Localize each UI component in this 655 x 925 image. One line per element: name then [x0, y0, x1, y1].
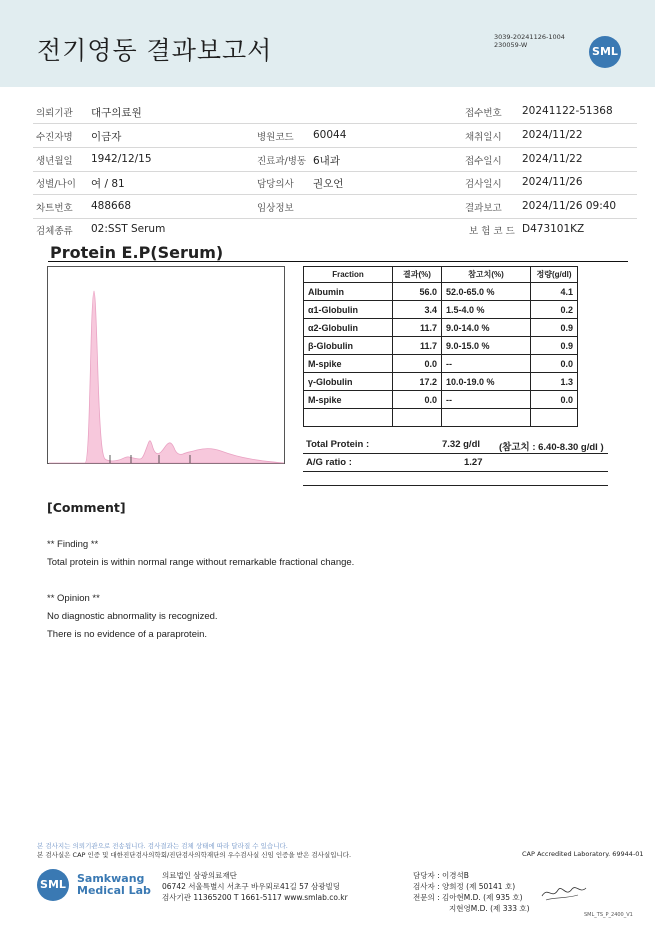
fraction-concentration: 0.2 [531, 301, 578, 319]
fraction-concentration [531, 409, 578, 427]
fraction-reference: -- [442, 391, 531, 409]
opinion-heading: ** Opinion ** [47, 593, 100, 604]
info-value: 2024/11/22 [522, 129, 583, 141]
staff-line-2: 검사자 : 양희정 (제 50141 호) [413, 882, 516, 891]
info-label: 진료과/병동 [257, 156, 307, 167]
cap-accreditation: CAP Accredited Laboratory. 69944-01 [522, 850, 644, 858]
info-label: 검체종류 [36, 226, 73, 237]
info-label: 채취일시 [465, 132, 502, 143]
info-label: 담당의사 [257, 179, 294, 190]
info-label: 접수번호 [465, 108, 502, 119]
fraction-name: Albumin [304, 283, 393, 301]
comment-heading: [Comment] [47, 500, 126, 515]
fraction-concentration: 0.0 [531, 355, 578, 373]
fraction-reference: 9.0-15.0 % [442, 337, 531, 355]
info-value: 이금자 [91, 131, 122, 143]
section-divider [48, 261, 628, 262]
total-protein-value: 7.32 g/dl [442, 439, 481, 450]
finding-text: Total protein is within normal range without remarkable fractional change. [47, 557, 355, 568]
info-value: 여 / 81 [91, 178, 125, 190]
report-title: 전기영동 결과보고서 [37, 36, 273, 65]
info-value: 2024/11/22 [522, 153, 583, 165]
col-header: 참고치(%) [442, 267, 531, 283]
finding-heading: ** Finding ** [47, 539, 99, 550]
total-protein-row [303, 436, 608, 454]
fraction-result: 11.7 [393, 319, 442, 337]
ag-ratio-row [303, 454, 608, 472]
footer-address [162, 870, 348, 903]
fraction-result: 3.4 [393, 301, 442, 319]
total-protein-label: Total Protein : [306, 439, 370, 450]
info-value: 권오언 [313, 178, 344, 190]
fraction-result: 17.2 [393, 373, 442, 391]
table-row [304, 391, 578, 409]
fraction-name: α1-Globulin [304, 301, 393, 319]
info-row-5 [33, 195, 637, 219]
info-value: 2024/11/26 [522, 176, 583, 188]
info-row-4 [33, 171, 637, 195]
trace-frame [48, 267, 285, 464]
info-value: 60044 [313, 129, 347, 141]
info-value: 488668 [91, 200, 132, 212]
table-row [304, 337, 578, 355]
electrophoresis-trace [47, 266, 285, 464]
report-header [0, 0, 655, 87]
footer-note-2: 본 검사실은 CAP 인증 및 대한진단검사의학회/진단검사의학재단의 우수검사실 신임 인증을 받은 검사실입니다. [37, 851, 352, 859]
footer-note-1: 본 검사지는 의뢰기관으로 전송됩니다. 검사결과는 검체 상태에 따라 달라질 수 있습니다. [37, 842, 288, 850]
staff-line-1: 담당자 : 이경석B [413, 871, 469, 880]
brand-line-2: Medical Lab [77, 884, 151, 897]
info-row-1 [33, 100, 637, 124]
footer-staff [413, 870, 530, 914]
section-title: Protein E.P(Serum) [50, 243, 224, 262]
info-row-3 [33, 148, 637, 172]
table-row [304, 301, 578, 319]
table-row [304, 283, 578, 301]
info-value: D473101KZ [522, 223, 585, 235]
staff-line-3: 전문의 : 김아현M.D. (제 935 호) [413, 893, 523, 902]
fraction-concentration: 0.0 [531, 391, 578, 409]
info-label: 성별/나이 [36, 179, 76, 190]
fraction-table [303, 266, 578, 427]
info-label: 수진자명 [36, 132, 73, 143]
info-label: 생년월일 [36, 156, 73, 167]
sml-logo: SML [589, 36, 621, 68]
info-label: 임상정보 [257, 203, 294, 214]
totals-block [303, 436, 608, 472]
table-row [304, 373, 578, 391]
fraction-concentration: 0.9 [531, 319, 578, 337]
info-label: 접수일시 [465, 156, 502, 167]
info-value: 20241122-51368 [522, 105, 613, 117]
info-value: 2024/11/26 09:40 [522, 200, 617, 212]
col-header: 정량(g/dl) [531, 267, 578, 283]
info-row-6 [33, 218, 637, 241]
footer-brand [77, 873, 151, 897]
report-code-1: 3039-20241126-1004 [494, 33, 565, 41]
fraction-name: β-Globulin [304, 337, 393, 355]
table-row [304, 409, 578, 427]
info-label: 검사일시 [465, 179, 502, 190]
col-header: 결과(%) [393, 267, 442, 283]
fraction-reference: 1.5-4.0 % [442, 301, 531, 319]
info-label: 보 험 코 드 [469, 226, 515, 237]
fraction-name: M-spike [304, 391, 393, 409]
info-label: 의뢰기관 [36, 108, 73, 119]
info-value: 02:SST Serum [91, 223, 166, 235]
fraction-reference [442, 409, 531, 427]
totals-divider [303, 485, 608, 486]
staff-line-4: 지현영M.D. (제 333 호) [449, 904, 530, 913]
table-row [304, 355, 578, 373]
total-protein-reference: (참고치 : 6.40-8.30 g/dl ) [499, 442, 604, 453]
signature-icon [540, 880, 590, 904]
brand-line-1: Samkwang [77, 872, 145, 885]
fraction-result: 11.7 [393, 337, 442, 355]
ag-ratio-label: A/G ratio : [306, 457, 352, 468]
table-header-row [304, 267, 578, 283]
fraction-name [304, 409, 393, 427]
fraction-reference: 10.0-19.0 % [442, 373, 531, 391]
opinion-text-1: No diagnostic abnormality is recognized. [47, 611, 218, 622]
info-value: 6내과 [313, 155, 340, 167]
fraction-reference: 52.0-65.0 % [442, 283, 531, 301]
fraction-concentration: 1.3 [531, 373, 578, 391]
info-label: 결과보고 [465, 203, 502, 214]
fraction-result: 0.0 [393, 355, 442, 373]
info-label: 차트번호 [36, 203, 73, 214]
ag-ratio-value: 1.27 [464, 457, 483, 468]
form-version: SML_TS_P_2400_V1 [584, 912, 633, 918]
fraction-result [393, 409, 442, 427]
info-label: 병원코드 [257, 132, 294, 143]
info-value: 대구의료원 [91, 107, 142, 119]
table-row [304, 319, 578, 337]
footer-sml-logo: SML [37, 869, 69, 901]
fraction-result: 0.0 [393, 391, 442, 409]
fraction-concentration: 0.9 [531, 337, 578, 355]
fraction-concentration: 4.1 [531, 283, 578, 301]
col-header: Fraction [304, 267, 393, 283]
fraction-result: 56.0 [393, 283, 442, 301]
fraction-name: α2-Globulin [304, 319, 393, 337]
report-code-2: 230059-W [494, 41, 528, 49]
fraction-reference: 9.0-14.0 % [442, 319, 531, 337]
info-value: 1942/12/15 [91, 153, 152, 165]
opinion-text-2: There is no evidence of a paraprotein. [47, 629, 208, 640]
info-row-2 [33, 124, 637, 148]
address-line-1: 의료법인 삼광의료재단 [162, 871, 237, 880]
fraction-reference: -- [442, 355, 531, 373]
address-line-2: 06742 서울특별시 서초구 바우뫼로41길 57 삼광빌딩 [162, 882, 341, 891]
fraction-name: γ-Globulin [304, 373, 393, 391]
address-line-3: 검사기관 11365200 T 1661-5117 www.smlab.co.kr [162, 893, 348, 902]
fraction-name: M-spike [304, 355, 393, 373]
report-codes [494, 33, 565, 49]
